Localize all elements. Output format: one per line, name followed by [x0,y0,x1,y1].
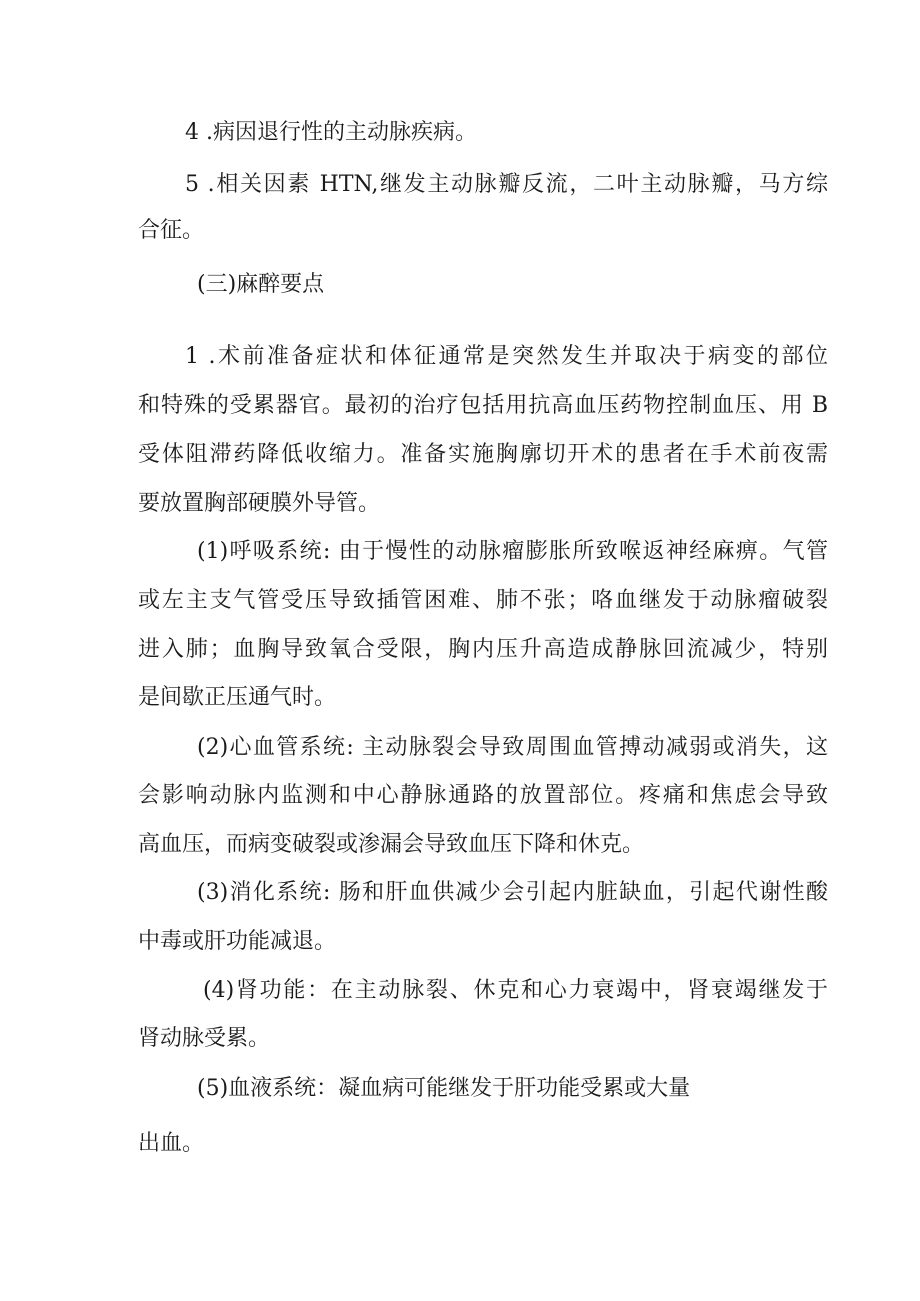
item-4-line-1: 4 .病因退行性的主动脉疾病。 [185,120,477,145]
section-3-heading: (三)麻醉要点 [197,272,325,297]
point-1-line-2: 和特殊的受累器官。最初的治疗包括用抗高血压药物控制血压、用 B [138,393,828,418]
sub-5-line-1: (5)血液系统：凝血病可能继发于肝功能受累或大量 [197,1076,691,1101]
sub-1-line-3: 进入肺；血胸导致氧合受限，胸内压升高造成静脉回流减少，特别 [138,637,828,662]
sub-5-line-2: 出血。 [138,1131,205,1156]
point-1-line-4: 要放置胸部硬膜外导管。 [138,491,381,516]
point-1-line-3: 受体阻滞药降低收缩力。准备实施胸廓切开术的患者在手术前夜需 [138,442,828,467]
sub-1-line-4: 是间歇正压通气时。 [138,685,337,710]
sub-4-line-1: (4)肾功能：在主动脉裂、休克和心力衰竭中，肾衰竭继发于 [203,978,828,1003]
sub-2-line-1: (2)心血管系统: 主动脉裂会导致周围血管搏动减弱或消失，这 [197,735,828,760]
sub-3-line-1: (3)消化系统: 肠和肝血供减少会引起内脏缺血，引起代谢性酸 [197,880,828,905]
sub-2-line-3: 高血压，而病变破裂或渗漏会导致血压下降和休克。 [138,832,645,857]
sub-1-line-2: 或左主支气管受压导致插管困难、肺不张；咯血继发于动脉瘤破裂 [138,588,828,613]
sub-2-line-2: 会影响动脉内监测和中心静脉通路的放置部位。疼痛和焦虑会导致 [138,783,828,808]
item-5-line-1: 5 .相关因素 HTN,继发主动脉瓣反流，二叶主动脉瓣，马方综 [185,172,828,197]
point-1-line-1: 1 .术前准备症状和体征通常是突然发生并取决于病变的部位 [185,344,828,369]
sub-4-line-2: 肾动脉受累。 [138,1026,271,1051]
sub-1-line-1: (1)呼吸系统: 由于慢性的动脉瘤膨胀所致喉返神经麻痹。气管 [197,539,828,564]
item-5-line-2: 合征。 [138,218,205,243]
sub-3-line-2: 中毒或肝功能减退。 [138,929,337,954]
